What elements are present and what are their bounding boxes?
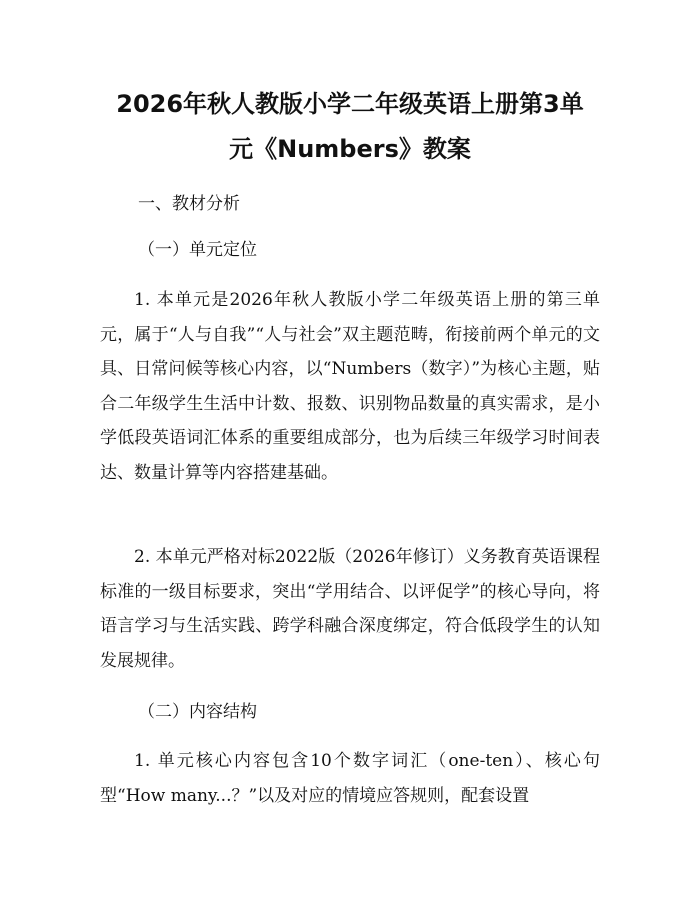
subsection-heading-unit-positioning: （一）单元定位 <box>138 240 257 260</box>
document-title-line-2: 元《Numbers》教案 <box>229 135 471 163</box>
section-heading-textbook-analysis: 一、教材分析 <box>138 194 240 214</box>
paragraph-unit-positioning-1: 1. 本单元是2026年秋人教版小学二年级英语上册的第三单元，属于“人与自我”“人与社会”双主题范畴，衔接前两个单元的文具、日常问候等核心内容，以“Numbers（数字）”为核心主题，贴合二年级学生生活中计数、报数、识别物品数量的真实需求，是小学低段英语词汇体系的重要组成部分，也为后续三年级学习时间表达、数量计算等内容搭建基础。 <box>100 290 600 483</box>
document-title-line-1: 2026年秋人教版小学二年级英语上册第3单 <box>116 90 584 118</box>
paragraph-content-structure-1: 1. 单元核心内容包含10个数字词汇（one-ten）、核心句型“How many...？”以及对应的情境应答规则，配套设置 <box>100 751 600 806</box>
paragraph-unit-positioning-2: 2. 本单元严格对标2022版（2026年修订）义务教育英语课程标准的一级目标要求，突出“学用结合、以评促学”的核心导向，将语言学习与生活实践、跨学科融合深度绑定，符合低段学生的认知发展规律。 <box>100 547 600 671</box>
subsection-heading-content-structure: （二）内容结构 <box>138 702 257 722</box>
